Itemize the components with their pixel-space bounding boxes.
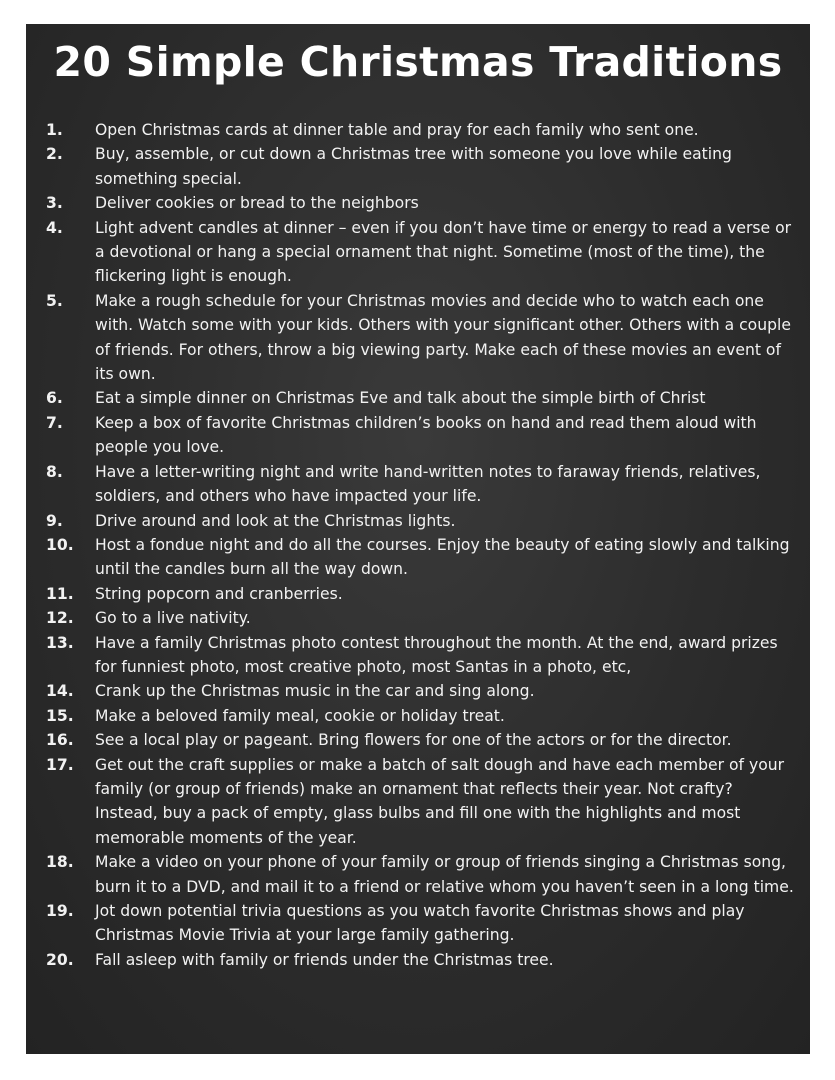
item-number: 9. xyxy=(46,511,63,530)
item-text: Keep a box of favorite Christmas children’s books on hand and read them aloud with people you love. xyxy=(95,413,757,457)
list-item xyxy=(26,728,810,752)
list-item xyxy=(26,850,810,899)
item-number: 7. xyxy=(46,413,63,432)
list-item xyxy=(26,118,810,142)
item-number: 18. xyxy=(46,853,74,872)
list-item xyxy=(26,509,810,533)
list-item xyxy=(26,191,810,215)
list-item xyxy=(26,704,810,728)
item-text: Fall asleep with family or friends under the Christmas tree. xyxy=(95,950,554,969)
item-text: Have a family Christmas photo contest throughout the month. At the end, award prizes for funniest photo, most creative photo, most Santas in a photo, etc, xyxy=(95,633,778,676)
item-number: 20. xyxy=(46,950,74,969)
item-number: 10. xyxy=(46,535,74,554)
list-item xyxy=(26,411,810,460)
item-text: Drive around and look at the Christmas lights. xyxy=(95,511,456,530)
item-number: 17. xyxy=(46,755,74,774)
list-item xyxy=(26,899,810,948)
item-text: Jot down potential trivia questions as you watch favorite Christmas shows and play Christmas Movie Trivia at your large family gathering. xyxy=(95,902,745,945)
item-text: Eat a simple dinner on Christmas Eve and talk about the simple birth of Christ xyxy=(95,389,706,408)
item-number: 19. xyxy=(46,902,74,920)
item-number: 6. xyxy=(46,389,63,408)
item-number: 14. xyxy=(46,682,74,701)
chalkboard xyxy=(26,24,810,1054)
item-text: Get out the craft supplies or make a batch of salt dough and have each member of your family (or group of friends) make an ornament that reflects their year. Not crafty? Instead, buy a pack of empty, glass bulbs and fill one with the highlights and most memorable moments of the year. xyxy=(95,755,785,847)
list-item xyxy=(26,142,810,191)
item-text: See a local play or pageant. Bring flowers for one of the actors or for the director. xyxy=(95,731,732,750)
list-item xyxy=(26,631,810,680)
item-number: 4. xyxy=(46,218,63,237)
item-text: Crank up the Christmas music in the car and sing along. xyxy=(95,682,535,701)
item-text: Open Christmas cards at dinner table and pray for each family who sent one. xyxy=(95,121,699,139)
item-text: Buy, assemble, or cut down a Christmas tree with someone you love while eating something special. xyxy=(95,145,732,188)
item-number: 11. xyxy=(46,584,74,603)
item-text: Make a rough schedule for your Christmas movies and decide who to watch each one with. Watch some with your kids. Others with your significant other. Others with a couple of friends. For others, throw a big viewing party. Make each of these movies an event of its own. xyxy=(95,291,791,384)
item-text: Make a beloved family meal, cookie or holiday treat. xyxy=(95,706,505,725)
list-item xyxy=(26,289,810,387)
item-number: 2. xyxy=(46,145,63,164)
page-title: 20 Simple Christmas Traditions xyxy=(53,38,783,86)
item-number: 13. xyxy=(46,633,74,652)
list-item xyxy=(26,679,810,703)
item-text: String popcorn and cranberries. xyxy=(95,584,343,603)
item-text: Host a fondue night and do all the courses. Enjoy the beauty of eating slowly and talking until the candles burn all the way down. xyxy=(95,535,790,579)
list-item xyxy=(26,216,810,289)
list-item xyxy=(26,582,810,606)
traditions-list xyxy=(26,118,810,972)
list-item xyxy=(26,460,810,509)
item-number: 5. xyxy=(46,291,63,310)
item-text: Go to a live nativity. xyxy=(95,609,251,628)
item-text: Light advent candles at dinner – even if you don’t have time or energy to read a verse or a devotional or hang a special ornament that night. Sometime (most of the time), the flickering light is enough. xyxy=(95,218,792,286)
item-number: 12. xyxy=(46,609,74,628)
item-text: Deliver cookies or bread to the neighbors xyxy=(95,194,419,213)
item-number: 8. xyxy=(46,462,63,481)
list-item xyxy=(26,606,810,630)
item-number: 3. xyxy=(46,194,63,213)
item-number: 15. xyxy=(46,706,74,725)
list-item xyxy=(26,948,810,972)
item-number: 16. xyxy=(46,731,74,750)
item-number: 1. xyxy=(46,121,63,139)
list-item xyxy=(26,386,810,410)
list-item xyxy=(26,533,810,582)
list-item xyxy=(26,753,810,851)
item-text: Make a video on your phone of your family or group of friends singing a Christmas song, burn it to a DVD, and mail it to a friend or relative whom you haven’t seen in a long time. xyxy=(95,853,794,896)
item-text: Have a letter-writing night and write hand-written notes to faraway friends, relatives, soldiers, and others who have impacted your life. xyxy=(95,462,761,506)
